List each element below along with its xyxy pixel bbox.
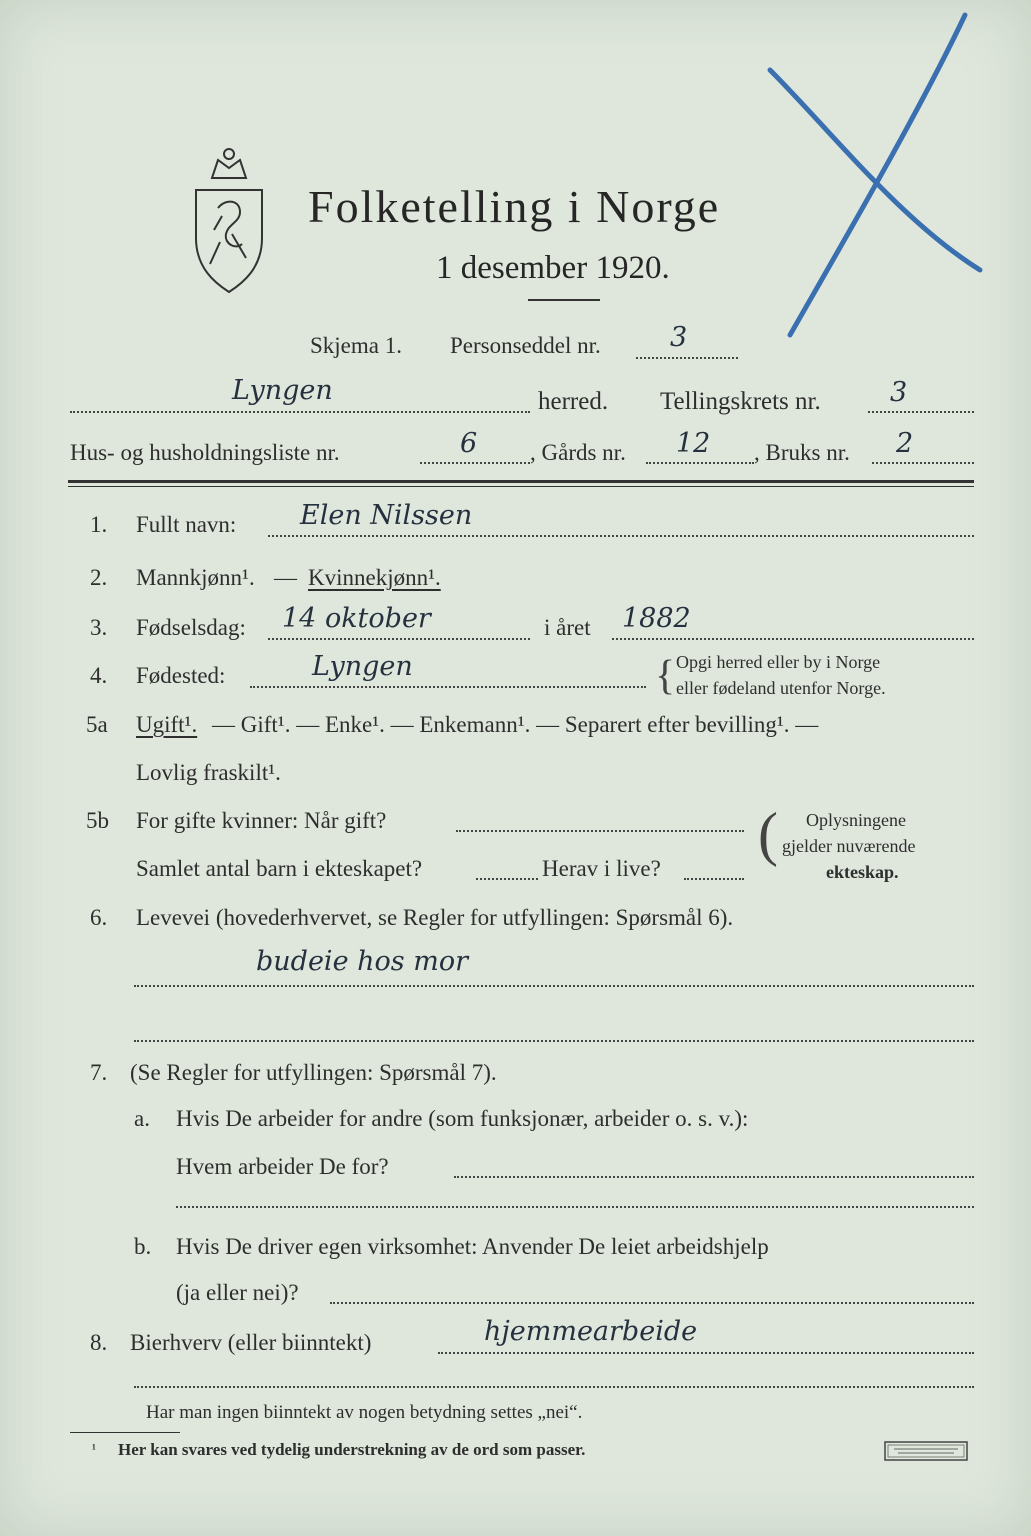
hus-value[interactable]: 6 (460, 428, 478, 459)
page-title: Folketelling i Norge (308, 181, 721, 232)
bruks-label: , Bruks nr. (754, 440, 850, 465)
bruks-line (872, 462, 974, 464)
personseddel-value[interactable]: 3 (670, 322, 688, 353)
q1-number: 1. (90, 512, 108, 537)
birth-year-value[interactable]: 1882 (622, 603, 691, 634)
blue-cross-mark (730, 0, 990, 360)
q8-line (438, 1352, 974, 1354)
q2-number: 2. (90, 565, 108, 590)
q8-number: 8. (90, 1330, 108, 1355)
q7b-yesno-label: (ja eller nei)? (176, 1280, 299, 1305)
q1-line (268, 535, 974, 537)
tellingskrets-value[interactable]: 3 (890, 377, 908, 408)
q3-label: Fødselsdag: (136, 615, 246, 640)
footnote-marker: ¹ (92, 1441, 96, 1456)
q4-number: 4. (90, 663, 108, 688)
herred-value[interactable]: Lyngen (232, 375, 333, 406)
q1-label: Fullt navn: (136, 512, 237, 537)
q4-note-line2: eller fødeland utenfor Norge. (676, 678, 886, 698)
q7b-number: b. (134, 1234, 152, 1259)
printer-stamp-icon (884, 1441, 968, 1461)
q2-male-option[interactable]: Mannkjønn¹. (136, 565, 255, 590)
q7b-label: Hvis De driver egen virksomhet: Anvender De leiet arbeidshjelp (176, 1234, 769, 1259)
q7a-line (454, 1176, 974, 1178)
footnote-text: Her kan svares ved tydelig understrekning av de ord som passer. (118, 1440, 586, 1459)
q6-number: 6. (90, 905, 108, 930)
q5a-lovlig-fraskilt[interactable]: Lovlig fraskilt¹. (136, 760, 281, 785)
gards-value[interactable]: 12 (676, 428, 711, 459)
q4-brace: { (655, 653, 676, 699)
q7a-employer-label: Hvem arbeider De for? (176, 1154, 389, 1179)
personseddel-label: Personseddel nr. (450, 333, 601, 358)
personseddel-line (636, 357, 738, 359)
q2-separator: — (274, 565, 297, 590)
q5b-herav-label: Herav i live? (542, 856, 661, 881)
q5b-note-line1: Oplysningene (806, 810, 906, 830)
birthday-value[interactable]: 14 oktober (282, 603, 431, 634)
footnote-rule (70, 1432, 180, 1433)
herred-label: herred. (538, 388, 609, 415)
q8-note: Har man ingen biinntekt av nogen betydning settes „nei“. (146, 1402, 583, 1423)
q5b-children-label: Samlet antal barn i ekteskapet? (136, 856, 423, 881)
q7b-line (330, 1302, 974, 1304)
q5b-brace: ( (758, 801, 778, 867)
q5a-number: 5a (86, 712, 108, 737)
q4-line (250, 686, 646, 688)
q5b-label: For gifte kvinner: Når gift? (136, 808, 387, 833)
q7a-number: a. (134, 1106, 150, 1131)
hus-line (420, 462, 530, 464)
full-name-value[interactable]: Elen Nilssen (300, 500, 473, 531)
q8-line2 (134, 1386, 974, 1388)
tellingskrets-label: Tellingskrets nr. (660, 388, 821, 415)
q3-number: 3. (90, 615, 108, 640)
q3-year-label: i året (544, 615, 591, 640)
q7-label: (Se Regler for utfyllingen: Spørsmål 7). (130, 1060, 497, 1085)
q5b-note-line2: gjelder nuværende (782, 836, 916, 856)
q5a-ugift-option[interactable]: Ugift¹. (136, 712, 198, 737)
side-income-value[interactable]: hjemmearbeide (484, 1316, 698, 1347)
q2-female-option[interactable]: Kvinnekjønn¹. (308, 565, 441, 590)
q4-note-line1: Opgi herred eller by i Norge (676, 652, 881, 672)
q7-number: 7. (90, 1060, 108, 1085)
q5a-other-options[interactable]: — Gift¹. — Enke¹. — Enkemann¹. — Separert efter bevilling¹. — (212, 712, 819, 737)
q3-line (268, 638, 530, 640)
skjema-label: Skjema 1. (310, 333, 402, 358)
q5b-note-line3: ekteskap. (826, 862, 899, 882)
q4-label: Fødested: (136, 663, 226, 688)
q7a-label: Hvis De arbeider for andre (som funksjonær, arbeider o. s. v.): (176, 1106, 749, 1131)
q3-year-line (612, 638, 974, 640)
title-divider (528, 299, 600, 301)
gards-label: , Gårds nr. (530, 440, 626, 465)
q5b-herav-line (684, 878, 744, 880)
q5b-number: 5b (86, 808, 109, 833)
q6-label: Levevei (hovederhvervet, se Regler for utfyllingen: Spørsmål 6). (136, 905, 734, 930)
gards-line (646, 462, 754, 464)
q5b-line (456, 830, 744, 832)
section-divider-thin (68, 486, 974, 487)
q6-line1 (134, 985, 974, 987)
census-date: 1 desember 1920. (436, 250, 670, 286)
q6-line2 (134, 1040, 974, 1042)
birthplace-value[interactable]: Lyngen (312, 651, 413, 682)
bruks-value[interactable]: 2 (896, 428, 914, 459)
norwegian-coat-of-arms-icon (188, 138, 270, 298)
occupation-value[interactable]: budeie hos mor (256, 946, 468, 977)
herred-line (70, 411, 530, 413)
q5b-children-line (476, 878, 538, 880)
q8-label: Bierhverv (eller biinntekt) (130, 1330, 372, 1355)
q7a-line2 (176, 1206, 974, 1208)
tellingskrets-line (868, 411, 974, 413)
section-divider-top (68, 480, 974, 483)
hus-label: Hus- og husholdningsliste nr. (70, 440, 340, 465)
